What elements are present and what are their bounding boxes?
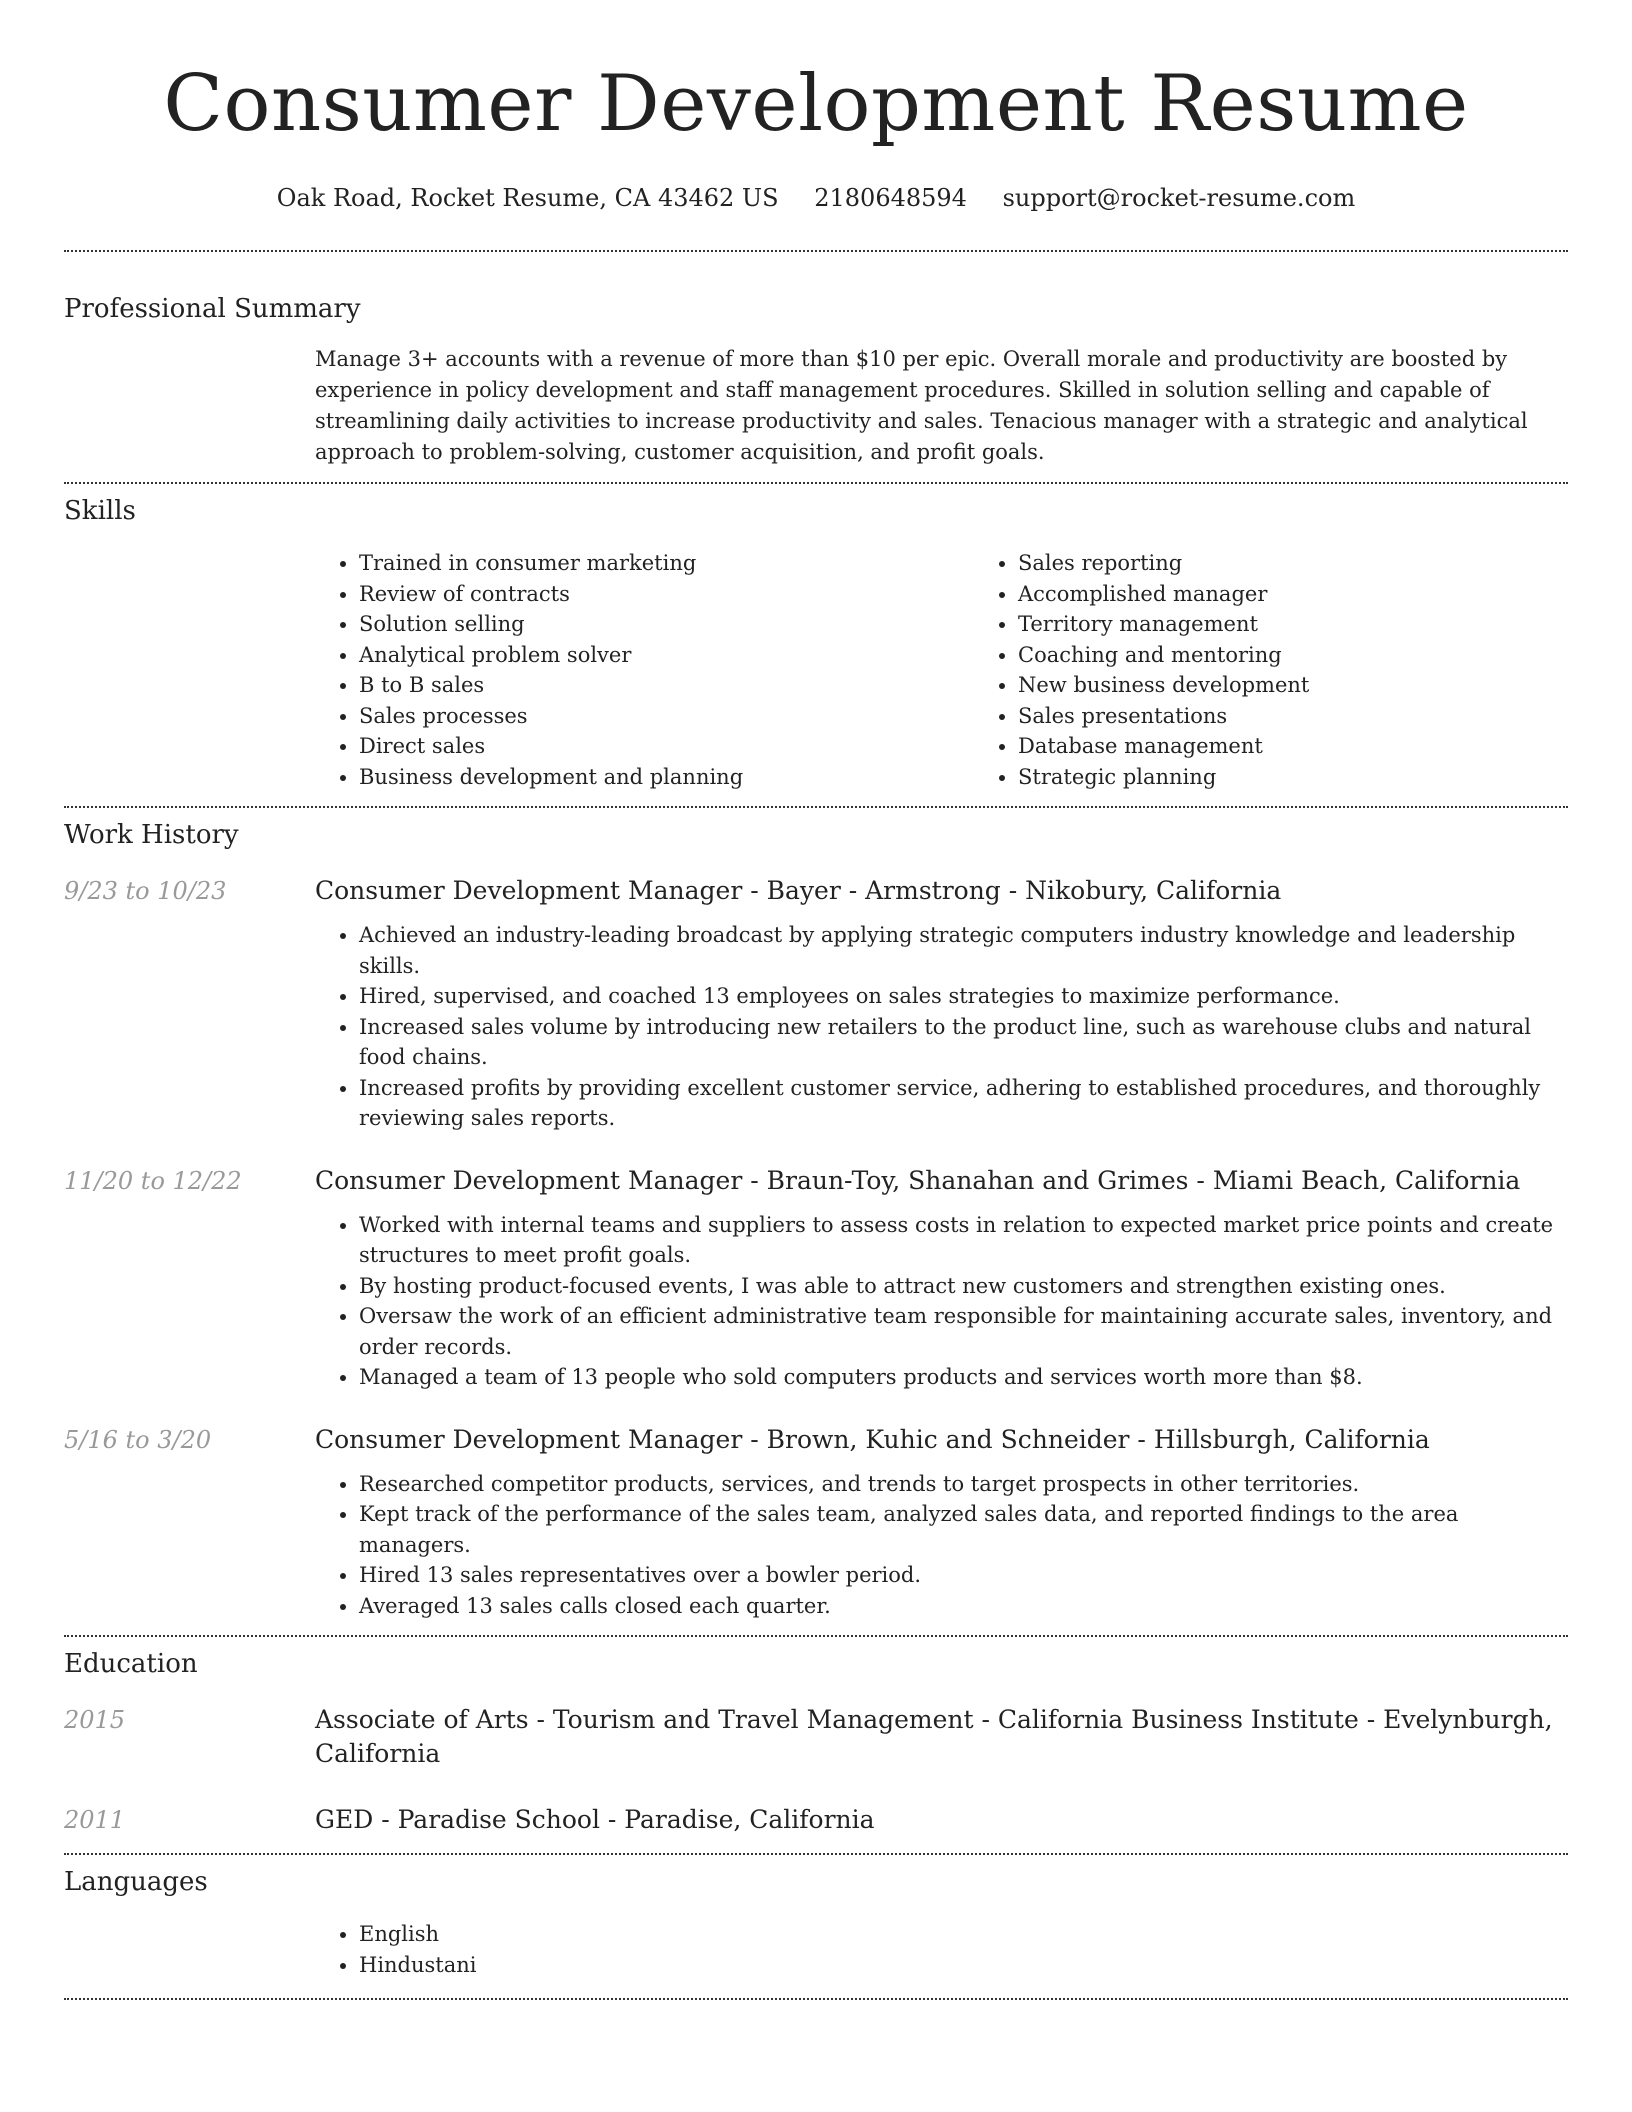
divider	[64, 250, 1568, 252]
contact-phone: 2180648594	[814, 184, 967, 212]
divider	[64, 1998, 1568, 2000]
job-bullet: • Worked with internal teams and suppliers to assess costs in relation to expected market price points and create structures to meet profit goals.	[359, 1210, 1568, 1271]
divider	[64, 1853, 1568, 1855]
job-bullets	[315, 1210, 1568, 1393]
job-bullet: • Averaged 13 sales calls closed each quarter.	[359, 1591, 1568, 1622]
job-bullet: • Increased profits by providing excellent customer service, adhering to established procedures, and thoroughly reviewing sales reports.	[359, 1073, 1568, 1134]
job-bullet: • Increased sales volume by introducing new retailers to the product line, such as warehouse clubs and natural food chains.	[359, 1012, 1568, 1073]
skills-heading: Skills	[64, 496, 136, 526]
work-section	[64, 818, 1568, 1621]
job-bullets	[315, 920, 1568, 1134]
page-title: Consumer Development Resume	[163, 59, 1469, 149]
job-bullet: • Achieved an industry-leading broadcast by applying strategic computers industry knowledge and leadership skills.	[359, 920, 1568, 981]
job-bullet: • Oversaw the work of an efficient administrative team responsible for maintaining accurate sales, inventory, and order records.	[359, 1301, 1568, 1362]
contact-line	[64, 182, 1568, 214]
skill-item: • Sales reporting	[1018, 548, 1632, 579]
job-bullet: • Kept track of the performance of the sales team, analyzed sales data, and reported findings to the area managers.	[359, 1499, 1568, 1560]
skill-item: • Accomplished manager	[1018, 579, 1632, 610]
education-title: Associate of Arts - Tourism and Travel Management - California Business Institute - Evelynburgh, California	[315, 1705, 1553, 1768]
education-heading: Education	[64, 1649, 198, 1679]
skill-item: • New business development	[1018, 670, 1632, 701]
education-entry	[64, 1803, 1568, 1837]
skill-item: • Strategic planning	[1018, 762, 1632, 793]
job-dates: 5/16 to 3/20	[64, 1425, 212, 1454]
contact-address: Oak Road, Rocket Resume, CA 43462 US	[276, 184, 779, 212]
job-bullets	[315, 1469, 1568, 1622]
summary-text: Manage 3+ accounts with a revenue of more than $10 per epic. Overall morale and productivity are boosted by experience in policy development and staff management procedures. Skilled in solution selling and capable of streamlining daily activities to increase productivity and sales. Tenacious manager with a strategic and analytical approach to problem-solving, customer acquisition, and profit goals.	[315, 347, 1528, 464]
skill-item: • Sales processes	[359, 701, 974, 732]
education-entry	[64, 1703, 1568, 1771]
skill-item: • Trained in consumer marketing	[359, 548, 974, 579]
job-title: Consumer Development Manager - Brown, Kuhic and Schneider - Hillsburgh, California	[315, 1424, 1430, 1454]
languages-heading: Languages	[64, 1867, 208, 1897]
job-bullet: • By hosting product-focused events, I was able to attract new customers and strengthen existing ones.	[359, 1271, 1568, 1302]
education-title: GED - Paradise School - Paradise, California	[315, 1805, 875, 1834]
work-heading: Work History	[64, 820, 239, 850]
divider	[64, 482, 1568, 484]
skill-item: • Analytical problem solver	[359, 640, 974, 671]
skill-item: • B to B sales	[359, 670, 974, 701]
language-item: • English	[359, 1919, 1568, 1950]
divider	[64, 1635, 1568, 1637]
skill-item: • Coaching and mentoring	[1018, 640, 1632, 671]
job-bullet: • Managed a team of 13 people who sold computers products and services worth more than $8.	[359, 1362, 1568, 1393]
job-title: Consumer Development Manager - Braun-Toy, Shanahan and Grimes - Miami Beach, California	[315, 1165, 1521, 1195]
languages-section	[64, 1865, 1568, 1980]
language-item: • Hindustani	[359, 1950, 1568, 1981]
education-year: 2011	[64, 1806, 126, 1834]
job-bullet: • Researched competitor products, services, and trends to target prospects in other territories.	[359, 1469, 1568, 1500]
skill-item: • Solution selling	[359, 609, 974, 640]
job-entry	[64, 874, 1568, 1134]
job-dates: 9/23 to 10/23	[64, 877, 227, 905]
summary-section	[64, 292, 1568, 468]
job-title: Consumer Development Manager - Bayer - Armstrong - Nikobury, California	[315, 876, 1282, 905]
skill-item: • Review of contracts	[359, 579, 974, 610]
skills-list-left	[315, 548, 974, 792]
skills-list-right	[974, 548, 1632, 792]
education-year: 2015	[64, 1706, 126, 1734]
skill-item: • Sales presentations	[1018, 701, 1632, 732]
skill-item: • Territory management	[1018, 609, 1632, 640]
job-bullet: • Hired, supervised, and coached 13 employees on sales strategies to maximize performance.	[359, 981, 1568, 1012]
job-entry	[64, 1164, 1568, 1393]
skills-section	[64, 494, 1568, 792]
skill-item: • Direct sales	[359, 731, 974, 762]
languages-list	[315, 1919, 1568, 1980]
job-bullet: • Hired 13 sales representatives over a bowler period.	[359, 1560, 1568, 1591]
skill-item: • Business development and planning	[359, 762, 974, 793]
contact-email: support@rocket-resume.com	[1002, 184, 1356, 212]
education-section	[64, 1647, 1568, 1837]
summary-heading: Professional Summary	[64, 294, 361, 324]
job-entry	[64, 1423, 1568, 1622]
job-dates: 11/20 to 12/22	[64, 1166, 242, 1195]
divider	[64, 806, 1568, 808]
skill-item: • Database management	[1018, 731, 1632, 762]
